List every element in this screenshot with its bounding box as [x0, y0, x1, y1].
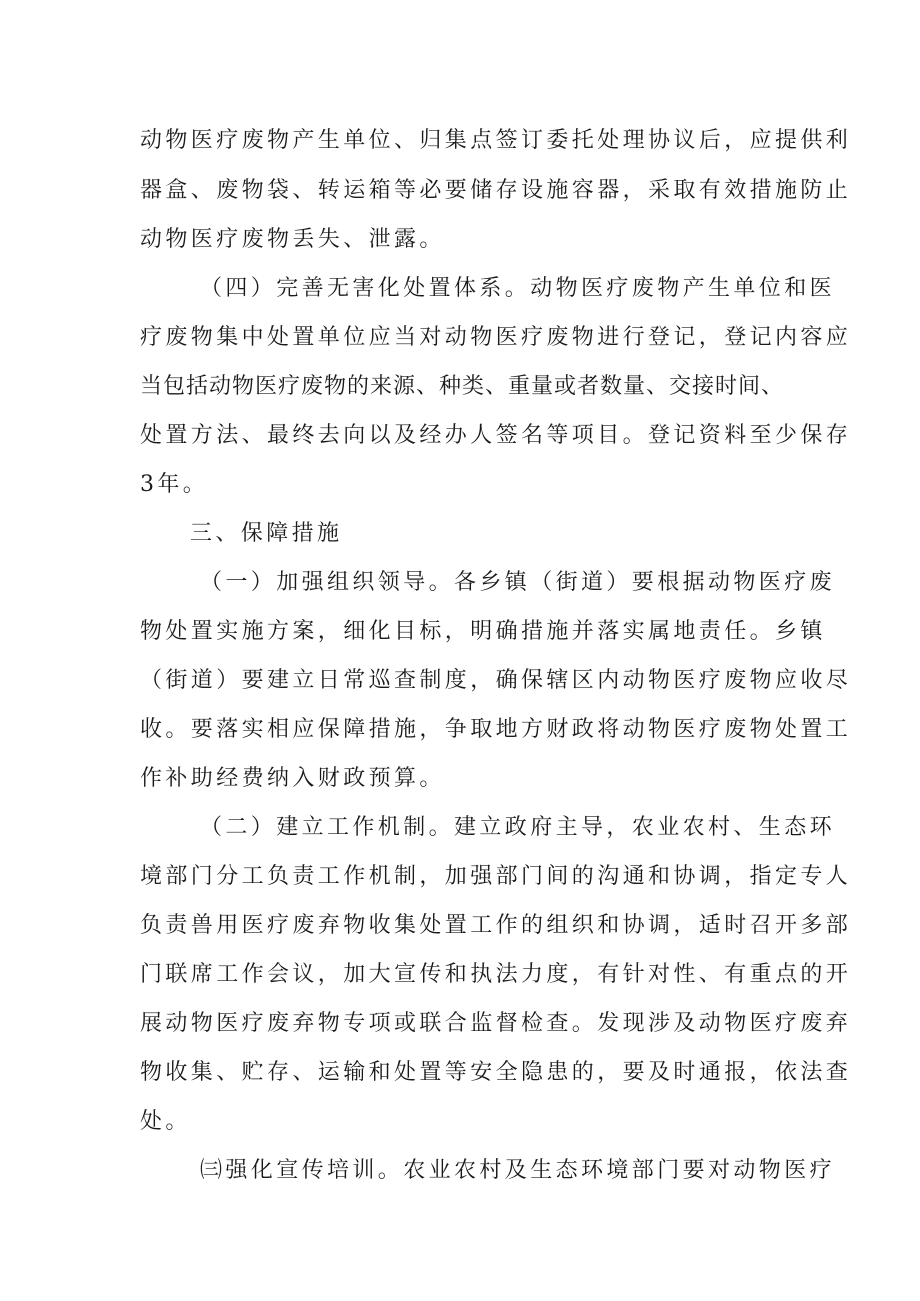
text-line: 器盒、废物袋、转运箱等必要储存设施容器，采取有效措施防止 — [140, 178, 852, 203]
text-line: 动物医疗废物丢失、泄露。 — [140, 227, 445, 252]
text-line: 收。要落实相应保障措施，争取地方财政将动物医疗废物处置工 — [140, 717, 852, 742]
text-line: 当包括动物医疗废物的来源、种类、重量或者数量、交接时间、 — [140, 374, 785, 399]
text-line: 展动物医疗废弃物专项或联合监督检查。发现涉及动物医疗废弃 — [140, 1011, 852, 1036]
text-line: 处置方法、最终去向以及经办人签名等项目。登记资料至少保存 — [140, 423, 852, 448]
text-line: 动物医疗废物产生单位、归集点签订委托处理协议后，应提供利 — [140, 128, 852, 153]
text-line: 负责兽用医疗废弃物收集处置工作的组织和协调，适时召开多部 — [140, 913, 852, 938]
text-line: 处。 — [140, 1109, 191, 1134]
paragraph-three-heading: ㈢强化宣传培训。农业农村及生态环境部门要对动物医疗 — [200, 1158, 836, 1183]
text-line: 作补助经费纳入财政预算。 — [140, 766, 445, 791]
paragraph-two-heading: （二）建立工作机制。建立政府主导，农业农村、生态环 — [200, 815, 836, 840]
text-line: 疗废物集中处置单位应当对动物医疗废物进行登记，登记内容应 — [140, 325, 852, 350]
text-line: （街道）要建立日常巡查制度，确保辖区内动物医疗废物应收尽 — [140, 668, 852, 693]
section-heading: 三、保障措施 — [190, 521, 343, 546]
text-line: 境部门分工负责工作机制，加强部门间的沟通和协调，指定专人 — [140, 864, 852, 889]
text-line: 物收集、贮存、运输和处置等安全隐患的，要及时通报，依法查 — [140, 1060, 852, 1085]
text-line: 物处置实施方案，细化目标，明确措施并落实属地责任。乡镇 — [140, 619, 826, 644]
text-line: 门联席工作会议，加大宣传和执法力度，有针对性、有重点的开 — [140, 962, 852, 987]
paragraph-four-heading: （四）完善无害化处置体系。动物医疗废物产生单位和医 — [200, 276, 836, 301]
text-line: 3年。 — [140, 472, 209, 497]
paragraph-one-heading: （一）加强组织领导。各乡镇（街道）要根据动物医疗废 — [200, 570, 836, 595]
